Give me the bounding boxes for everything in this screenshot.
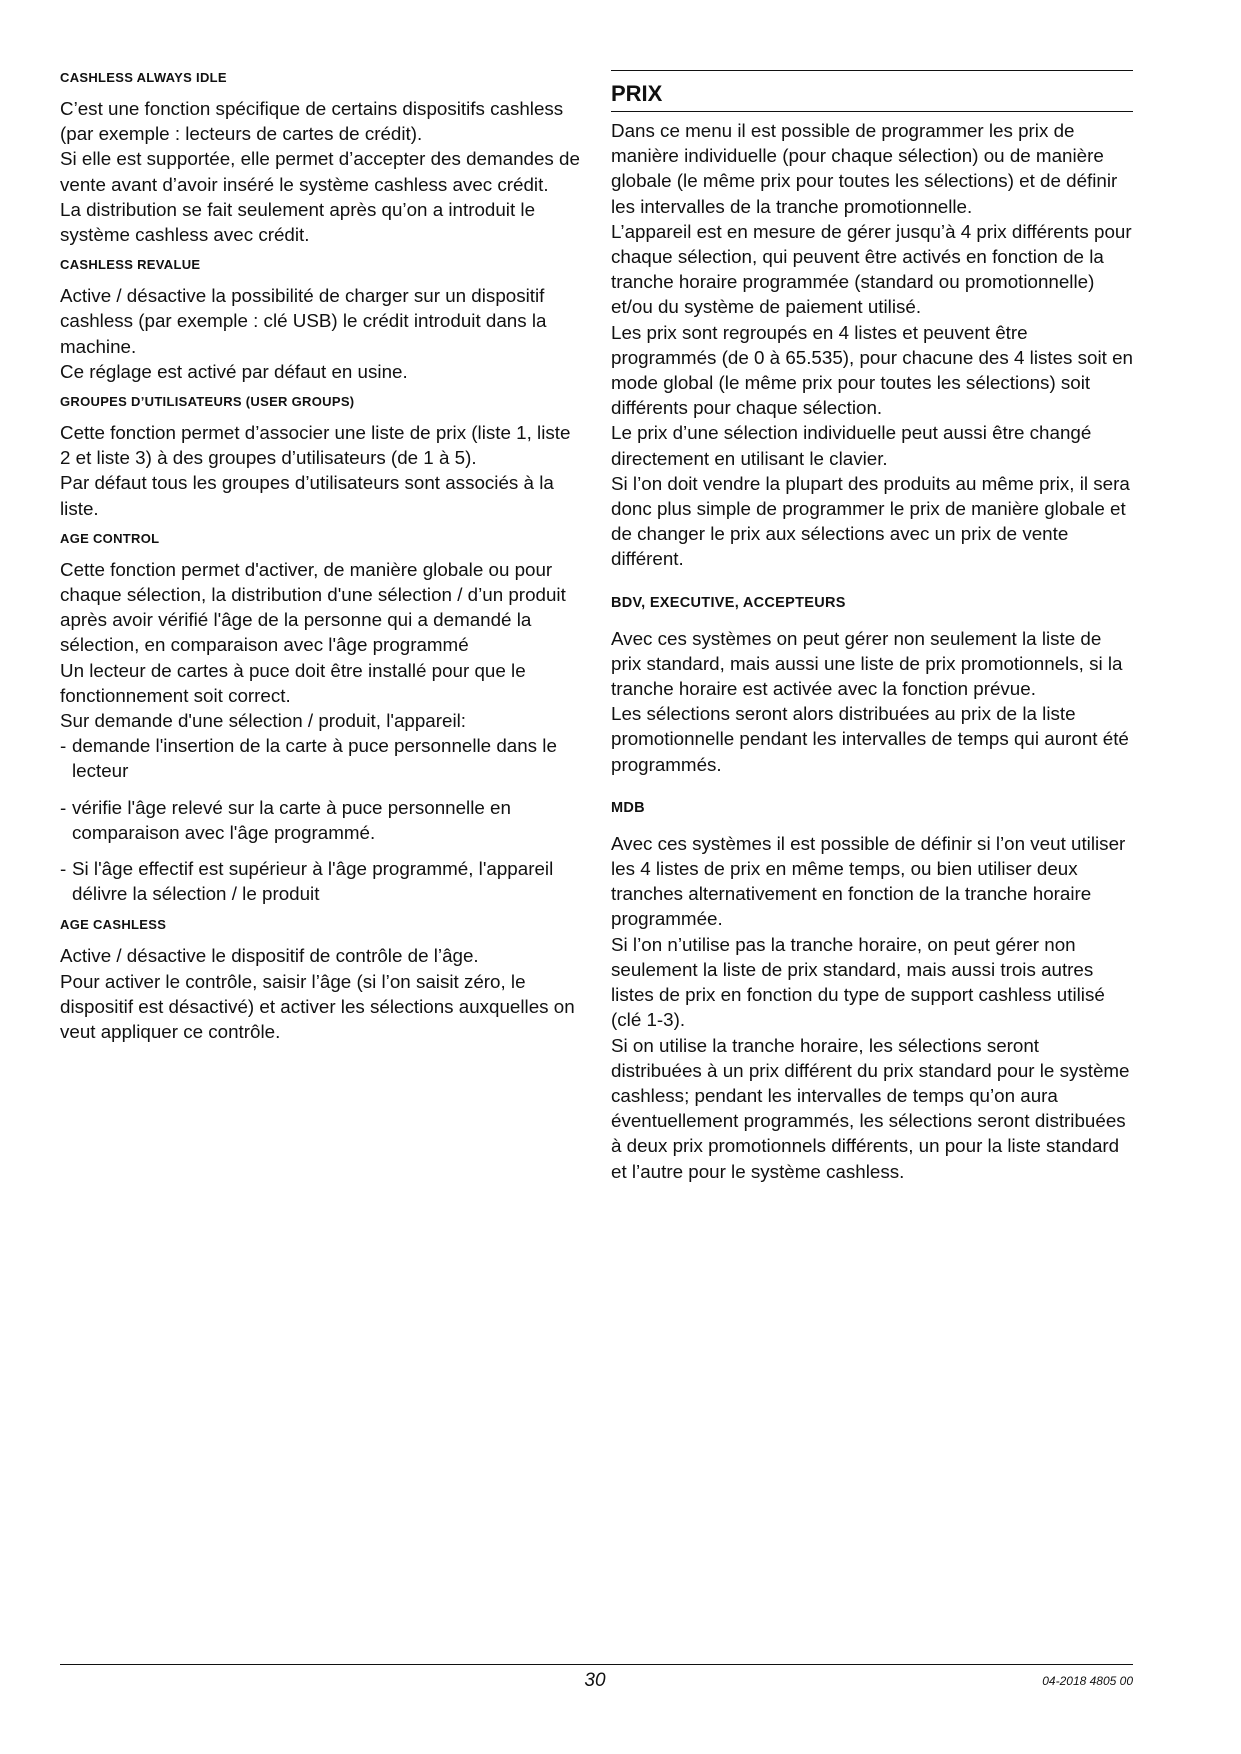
paragraph: L’appareil est en mesure de gérer jusqu’à 4 prix différents pour chaque sélection, qui peuvent être activés en fonction de la tranche horaire programmée (standard ou promotionnelle) et/ou du système de paiement utilisé. — [611, 220, 1132, 318]
dash-bullet-icon: - — [60, 735, 67, 757]
paragraph: Sur demande d'une sélection / produit, l'appareil: — [60, 710, 467, 732]
paragraph: Si on utilise la tranche horaire, les sélections seront distribuées à un prix différent du prix standard pour le système cashless; pendant les intervalles de temps qu’on aura éventuellement programmés, les sélections seront distribuées à deux prix promotionnels différents, un pour la liste standard et l’autre pour le système cashless. — [611, 1034, 1130, 1182]
paragraph: Si elle est supportée, elle permet d’accepter des demandes de vente avant d’avoir inséré le système cashless avec crédit. — [60, 148, 580, 195]
dash-bullet-icon: - — [60, 858, 67, 880]
paragraph: Cette fonction permet d'activer, de manière globale ou pour chaque sélection, la distribution d'une sélection / d’un produit après avoir vérifié l'âge de la personne qui a demandé la sélection, en comparaison avec l'âge programmé — [60, 558, 566, 656]
list-item-text: vérifie l'âge relevé sur la carte à puce personnelle en comparaison avec l'âge programmé. — [72, 796, 511, 843]
dash-bullet-icon: - — [60, 796, 67, 818]
section-cashless-always-idle — [60, 70, 582, 247]
section-heading: CASHLESS ALWAYS IDLE — [60, 70, 227, 85]
paragraph: Avec ces systèmes on peut gérer non seulement la liste de prix standard, mais aussi une liste de prix promotionnels, si la tranche horaire est activée avec la fonction prévue. — [611, 627, 1123, 700]
list-item — [60, 795, 582, 845]
paragraph: C’est une fonction spécifique de certains dispositifs cashless (par exemple : lecteurs de cartes de crédit). — [60, 98, 564, 145]
section-heading: AGE CONTROL — [60, 530, 160, 546]
right-column — [611, 70, 1133, 1184]
list-item-text: Si l'âge effectif est supérieur à l'âge programmé, l'appareil délivre la sélection / le produit — [72, 858, 554, 905]
paragraph: Ce réglage est activé par défaut en usine. — [60, 360, 408, 382]
paragraph: Les sélections seront alors distribuées au prix de la liste promotionnelle pendant les intervalles de temps qui auront été programmés. — [611, 703, 1129, 775]
paragraph: Un lecteur de cartes à puce doit être installé pour que le fonctionnement soit correct. — [60, 659, 526, 706]
section-age-control — [60, 531, 582, 907]
paragraph: Cette fonction permet d’associer une liste de prix (liste 1, liste 2 et liste 3) à des groupes d’utilisateurs (de 1 à 5). — [60, 422, 571, 469]
paragraph: Pour activer le contrôle, saisir l’âge (si l’on saisit zéro, le dispositif est désactivé) et activer les sélections auxquelles on veut appliquer ce contrôle. — [60, 970, 575, 1043]
paragraph: Si l’on doit vendre la plupart des produits au même prix, il sera donc plus simple de programmer le prix de manière globale et de changer le prix aux sélections avec un prix de vente différent. — [611, 472, 1130, 570]
paragraph: Avec ces systèmes il est possible de définir si l’on veut utiliser les 4 listes de prix en même temps, ou bien utiliser deux tranches alternativement en fonction de la tranche horaire programmée. — [611, 832, 1126, 930]
document-code: 04-2018 4805 00 — [1042, 1674, 1133, 1688]
section-heading: GROUPES D’UTILISATEURS (USER GROUPS) — [60, 394, 355, 410]
section-user-groups — [60, 394, 582, 521]
list-item-text: demande l'insertion de la carte à puce personnelle dans le lecteur — [72, 735, 557, 782]
bullet-list — [60, 733, 582, 906]
title-rule — [611, 111, 1133, 112]
paragraph: Si l’on n’utilise pas la tranche horaire, on peut gérer non seulement la liste de prix standard, mais aussi trois autres listes de prix en fonction du type de support cashless utilisé (clé 1-3). — [611, 933, 1105, 1031]
top-rule — [611, 70, 1133, 71]
paragraph: Par défaut tous les groupes d’utilisateurs sont associés à la liste. — [60, 472, 554, 519]
paragraph: Le prix d’une sélection individuelle peut aussi être changé directement en utilisant le clavier. — [611, 422, 1092, 469]
section-age-cashless — [60, 917, 582, 1044]
left-column — [60, 70, 582, 1054]
paragraph: Active / désactive le dispositif de contrôle de l’âge. — [60, 945, 479, 967]
footer-rule — [60, 1664, 1133, 1665]
list-item — [60, 856, 582, 906]
paragraph: Les prix sont regroupés en 4 listes et peuvent être programmés (de 0 à 65.535), pour chacune des 4 listes soit en mode global (le même prix pour toutes les sélections) soit différents pour chaque sélection. — [611, 321, 1133, 419]
paragraph: Active / désactive la possibilité de charger sur un dispositif cashless (par exemple : clé USB) le crédit introduit dans la machine. — [60, 285, 547, 357]
section-heading: MDB — [611, 799, 645, 816]
page-title: PRIX — [611, 81, 663, 106]
section-heading: CASHLESS REVALUE — [60, 257, 201, 273]
page-number: 30 — [584, 1670, 606, 1691]
section-cashless-revalue — [60, 257, 582, 384]
section-heading: AGE CASHLESS — [60, 917, 167, 933]
list-item — [60, 733, 582, 783]
section-heading: BDV, EXECUTIVE, ACCEPTEURS — [611, 594, 846, 611]
paragraph: Dans ce menu il est possible de programmer les prix de manière individuelle (pour chaque sélection) ou de manière globale (le même prix pour toutes les sélections) et de définir les intervalles de la tranche promotionnelle. — [611, 120, 1118, 217]
paragraph: La distribution se fait seulement après qu’on a introduit le système cashless avec crédit. — [60, 198, 536, 246]
